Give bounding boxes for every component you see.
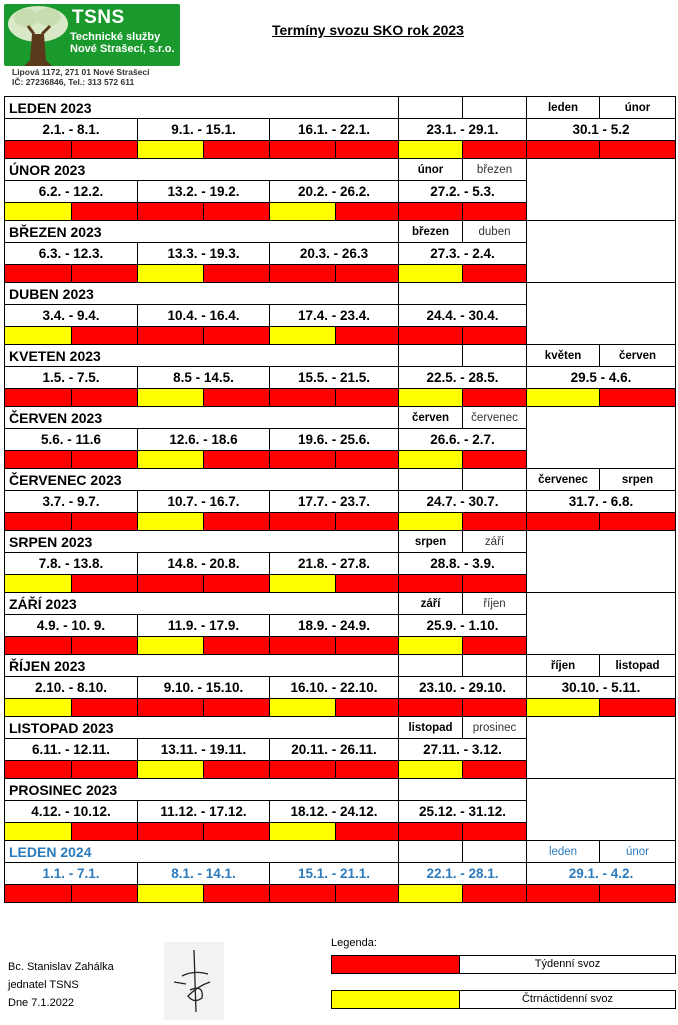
biweekly-pickup-cell	[138, 885, 204, 903]
signatory-name: Bc. Stanislav Zahálka	[8, 961, 114, 973]
weekly-pickup-cell	[5, 761, 72, 779]
weekly-pickup-cell	[72, 141, 138, 159]
biweekly-pickup-cell	[138, 637, 204, 655]
week-range: 4.12. - 10.12.	[5, 801, 138, 823]
week-range: 24.7. - 30.7.	[399, 491, 527, 513]
weekly-pickup-cell	[463, 761, 527, 779]
weekly-pickup-cell	[527, 141, 600, 159]
split-label-to: červenec	[463, 407, 527, 429]
biweekly-label: Čtrnáctidenní svoz	[459, 990, 676, 1009]
legend-title: Legenda:	[331, 937, 377, 949]
week-range: 11.12. - 17.12.	[138, 801, 270, 823]
extra-label-to: únor	[600, 841, 676, 863]
date-range-row	[5, 677, 676, 699]
week-range: 25.9. - 1.10.	[399, 615, 527, 637]
pickup-bar-row	[5, 389, 676, 407]
empty-side-cell	[527, 531, 676, 593]
weekly-pickup-cell	[72, 885, 138, 903]
pickup-bar-row	[5, 699, 676, 717]
weekly-pickup-cell	[399, 575, 463, 593]
weekly-pickup-cell	[204, 637, 270, 655]
weekly-pickup-cell	[204, 575, 270, 593]
weekly-pickup-cell	[72, 637, 138, 655]
weekly-pickup-cell	[72, 699, 138, 717]
extra-label-from: říjen	[527, 655, 600, 677]
weekly-pickup-cell	[138, 699, 204, 717]
month-header-row	[5, 469, 676, 491]
month-header-row	[5, 345, 676, 367]
week-range: 18.9. - 24.9.	[270, 615, 399, 637]
weekly-pickup-cell	[138, 203, 204, 221]
weekly-pickup-cell	[399, 699, 463, 717]
calendar-grid	[4, 96, 676, 903]
week-range: 11.9. - 17.9.	[138, 615, 270, 637]
biweekly-pickup-cell	[5, 203, 72, 221]
weekly-pickup-cell	[5, 637, 72, 655]
extra-label-to: listopad	[600, 655, 676, 677]
date-range-row	[5, 119, 676, 141]
split-label-to: duben	[463, 221, 527, 243]
week-range: 23.1. - 29.1.	[399, 119, 527, 141]
split-label-to	[463, 469, 527, 491]
weekly-pickup-cell	[336, 885, 399, 903]
month-title: PROSINEC 2023	[5, 779, 399, 801]
signatory-block	[8, 958, 114, 1012]
biweekly-pickup-cell	[5, 823, 72, 841]
week-range: 9.10. - 15.10.	[138, 677, 270, 699]
week-range: 17.4. - 23.4.	[270, 305, 399, 327]
week-range: 10.7. - 16.7.	[138, 491, 270, 513]
weekly-pickup-cell	[336, 203, 399, 221]
weekly-pickup-cell	[204, 265, 270, 283]
week-range: 8.5 - 14.5.	[138, 367, 270, 389]
week-range: 16.1. - 22.1.	[270, 119, 399, 141]
week-range: 20.3. - 26.3	[270, 243, 399, 265]
extra-week-range: 31.7. - 6.8.	[527, 491, 676, 513]
month-title: ČERVENEC 2023	[5, 469, 399, 491]
weekly-pickup-cell	[336, 699, 399, 717]
weekly-pickup-cell	[138, 327, 204, 345]
extra-label-from: leden	[527, 97, 600, 119]
week-range: 12.6. - 18.6	[138, 429, 270, 451]
schedule-table	[4, 96, 675, 903]
pickup-bar-row	[5, 513, 676, 531]
weekly-pickup-cell	[336, 637, 399, 655]
weekly-pickup-cell	[72, 451, 138, 469]
date-range-row	[5, 491, 676, 513]
weekly-pickup-cell	[463, 203, 527, 221]
weekly-pickup-cell	[600, 513, 676, 531]
week-range: 19.6. - 25.6.	[270, 429, 399, 451]
empty-side-cell	[527, 407, 676, 469]
weekly-pickup-cell	[204, 327, 270, 345]
legend-weekly	[331, 955, 676, 973]
biweekly-pickup-cell	[270, 699, 336, 717]
week-range: 5.6. - 11.6	[5, 429, 138, 451]
weekly-pickup-cell	[72, 327, 138, 345]
week-range: 7.8. - 13.8.	[5, 553, 138, 575]
blank-cell	[399, 779, 527, 801]
biweekly-pickup-cell	[270, 203, 336, 221]
weekly-pickup-cell	[270, 265, 336, 283]
split-label-from: březen	[399, 221, 463, 243]
week-range: 9.1. - 15.1.	[138, 119, 270, 141]
weekly-pickup-cell	[204, 699, 270, 717]
month-header-row	[5, 531, 676, 553]
week-range: 15.1. - 21.1.	[270, 863, 399, 885]
week-range: 13.3. - 19.3.	[138, 243, 270, 265]
signature-image	[164, 942, 224, 1025]
biweekly-pickup-cell	[399, 389, 463, 407]
week-range: 6.3. - 12.3.	[5, 243, 138, 265]
weekly-pickup-cell	[5, 141, 72, 159]
weekly-pickup-cell	[204, 885, 270, 903]
weekly-pickup-cell	[463, 699, 527, 717]
week-range: 22.5. - 28.5.	[399, 367, 527, 389]
date-range-row	[5, 367, 676, 389]
weekly-pickup-cell	[270, 389, 336, 407]
month-title: BŘEZEN 2023	[5, 221, 399, 243]
weekly-pickup-cell	[72, 203, 138, 221]
biweekly-pickup-cell	[399, 451, 463, 469]
extra-week-range: 29.5 - 4.6.	[527, 367, 676, 389]
month-header-row	[5, 779, 676, 801]
week-range: 17.7. - 23.7.	[270, 491, 399, 513]
weekly-pickup-cell	[270, 513, 336, 531]
extra-label-to: červen	[600, 345, 676, 367]
split-label-to	[463, 97, 527, 119]
split-label-from	[399, 841, 463, 863]
logo-line-1: Technické služby	[70, 31, 161, 43]
split-label-from	[399, 655, 463, 677]
split-label-to: březen	[463, 159, 527, 181]
weekly-pickup-cell	[270, 451, 336, 469]
month-title: KVETEN 2023	[5, 345, 399, 367]
weekly-pickup-cell	[336, 575, 399, 593]
weekly-pickup-cell	[270, 141, 336, 159]
biweekly-pickup-cell	[138, 761, 204, 779]
signature-date: Dne 7.1.2022	[8, 997, 75, 1009]
weekly-pickup-cell	[463, 327, 527, 345]
week-range: 6.2. - 12.2.	[5, 181, 138, 203]
biweekly-pickup-cell	[138, 141, 204, 159]
weekly-pickup-cell	[600, 141, 676, 159]
week-range: 1.1. - 7.1.	[5, 863, 138, 885]
weekly-pickup-cell	[72, 761, 138, 779]
month-header-row	[5, 221, 676, 243]
empty-side-cell	[527, 283, 676, 345]
month-title: ČERVEN 2023	[5, 407, 399, 429]
month-header-row	[5, 841, 676, 863]
week-range: 15.5. - 21.5.	[270, 367, 399, 389]
weekly-pickup-cell	[600, 885, 676, 903]
weekly-swatch	[331, 955, 460, 974]
weekly-pickup-cell	[138, 575, 204, 593]
week-range: 27.3. - 2.4.	[399, 243, 527, 265]
week-range: 2.10. - 8.10.	[5, 677, 138, 699]
weekly-pickup-cell	[204, 513, 270, 531]
weekly-pickup-cell	[5, 885, 72, 903]
empty-side-cell	[527, 717, 676, 779]
month-title: LISTOPAD 2023	[5, 717, 399, 739]
weekly-label: Týdenní svoz	[459, 955, 676, 974]
month-title: LEDEN 2024	[5, 841, 399, 863]
extra-label-to: únor	[600, 97, 676, 119]
extra-label-from: leden	[527, 841, 600, 863]
weekly-pickup-cell	[336, 265, 399, 283]
biweekly-pickup-cell	[5, 327, 72, 345]
biweekly-pickup-cell	[527, 699, 600, 717]
split-label-to	[463, 345, 527, 367]
weekly-pickup-cell	[204, 761, 270, 779]
empty-side-cell	[527, 779, 676, 841]
logo-line-2: Nové Strašecí, s.r.o.	[70, 43, 175, 55]
week-range: 1.5. - 7.5.	[5, 367, 138, 389]
weekly-pickup-cell	[336, 761, 399, 779]
extra-week-range: 30.10. - 5.11.	[527, 677, 676, 699]
page-title: Termíny svozu SKO rok 2023	[272, 22, 464, 38]
weekly-pickup-cell	[270, 761, 336, 779]
weekly-pickup-cell	[463, 637, 527, 655]
split-label-from	[399, 345, 463, 367]
split-label-from: srpen	[399, 531, 463, 553]
biweekly-pickup-cell	[138, 451, 204, 469]
biweekly-pickup-cell	[138, 389, 204, 407]
biweekly-pickup-cell	[138, 513, 204, 531]
weekly-pickup-cell	[399, 327, 463, 345]
weekly-pickup-cell	[270, 637, 336, 655]
weekly-pickup-cell	[72, 575, 138, 593]
weekly-pickup-cell	[336, 823, 399, 841]
week-range: 3.7. - 9.7.	[5, 491, 138, 513]
logo-brand: TSNS	[72, 7, 125, 28]
weekly-pickup-cell	[527, 885, 600, 903]
weekly-pickup-cell	[5, 265, 72, 283]
week-range: 28.8. - 3.9.	[399, 553, 527, 575]
split-label-from: únor	[399, 159, 463, 181]
week-range: 8.1. - 14.1.	[138, 863, 270, 885]
biweekly-pickup-cell	[399, 141, 463, 159]
split-label-from: září	[399, 593, 463, 615]
weekly-pickup-cell	[463, 389, 527, 407]
week-range: 20.11. - 26.11.	[270, 739, 399, 761]
weekly-pickup-cell	[72, 389, 138, 407]
week-range: 6.11. - 12.11.	[5, 739, 138, 761]
weekly-pickup-cell	[463, 141, 527, 159]
biweekly-pickup-cell	[270, 327, 336, 345]
pickup-bar-row	[5, 885, 676, 903]
split-label-from: listopad	[399, 717, 463, 739]
weekly-pickup-cell	[399, 823, 463, 841]
weekly-pickup-cell	[204, 389, 270, 407]
weekly-pickup-cell	[463, 513, 527, 531]
weekly-pickup-cell	[204, 823, 270, 841]
split-label-from	[399, 97, 463, 119]
weekly-pickup-cell	[399, 203, 463, 221]
weekly-pickup-cell	[204, 141, 270, 159]
biweekly-pickup-cell	[399, 637, 463, 655]
weekly-pickup-cell	[336, 141, 399, 159]
weekly-pickup-cell	[527, 513, 600, 531]
company-logo	[4, 4, 180, 66]
weekly-pickup-cell	[5, 513, 72, 531]
split-label-to	[463, 841, 527, 863]
weekly-pickup-cell	[463, 823, 527, 841]
legend-biweekly	[331, 990, 676, 1008]
weekly-pickup-cell	[463, 575, 527, 593]
biweekly-swatch	[331, 990, 460, 1009]
split-label-from	[399, 469, 463, 491]
weekly-pickup-cell	[138, 823, 204, 841]
split-label-to: prosinec	[463, 717, 527, 739]
signatory-role: jednatel TSNS	[8, 979, 79, 991]
week-range: 22.1. - 28.1.	[399, 863, 527, 885]
blank-cell	[399, 283, 527, 305]
company-address	[12, 67, 150, 87]
week-range: 27.2. - 5.3.	[399, 181, 527, 203]
empty-side-cell	[527, 159, 676, 221]
extra-week-range: 29.1. - 4.2.	[527, 863, 676, 885]
extra-week-range: 30.1 - 5.2	[527, 119, 676, 141]
extra-label-from: červenec	[527, 469, 600, 491]
week-range: 27.11. - 3.12.	[399, 739, 527, 761]
pickup-bar-row	[5, 141, 676, 159]
week-range: 13.11. - 19.11.	[138, 739, 270, 761]
split-label-to	[463, 655, 527, 677]
month-header-row	[5, 593, 676, 615]
week-range: 18.12. - 24.12.	[270, 801, 399, 823]
week-range: 26.6. - 2.7.	[399, 429, 527, 451]
week-range: 2.1. - 8.1.	[5, 119, 138, 141]
month-title: ÚNOR 2023	[5, 159, 399, 181]
month-header-row	[5, 159, 676, 181]
weekly-pickup-cell	[204, 203, 270, 221]
logo-subtitle	[70, 31, 175, 55]
empty-side-cell	[527, 593, 676, 655]
weekly-pickup-cell	[336, 389, 399, 407]
empty-side-cell	[527, 221, 676, 283]
weekly-pickup-cell	[72, 823, 138, 841]
biweekly-pickup-cell	[399, 265, 463, 283]
weekly-pickup-cell	[600, 389, 676, 407]
address-line: Lipová 1172, 271 01 Nové Strašecí	[12, 67, 150, 77]
week-range: 20.2. - 26.2.	[270, 181, 399, 203]
month-header-row	[5, 283, 676, 305]
week-range: 16.10. - 22.10.	[270, 677, 399, 699]
weekly-pickup-cell	[336, 327, 399, 345]
week-range: 4.9. - 10. 9.	[5, 615, 138, 637]
week-range: 24.4. - 30.4.	[399, 305, 527, 327]
month-title: ŘÍJEN 2023	[5, 655, 399, 677]
weekly-pickup-cell	[5, 389, 72, 407]
weekly-pickup-cell	[336, 513, 399, 531]
biweekly-pickup-cell	[270, 823, 336, 841]
weekly-pickup-cell	[463, 451, 527, 469]
biweekly-pickup-cell	[399, 761, 463, 779]
split-label-from: červen	[399, 407, 463, 429]
biweekly-pickup-cell	[138, 265, 204, 283]
weekly-pickup-cell	[463, 885, 527, 903]
biweekly-pickup-cell	[5, 699, 72, 717]
biweekly-pickup-cell	[527, 389, 600, 407]
week-range: 13.2. - 19.2.	[138, 181, 270, 203]
week-range: 3.4. - 9.4.	[5, 305, 138, 327]
week-range: 25.12. - 31.12.	[399, 801, 527, 823]
weekly-pickup-cell	[5, 451, 72, 469]
extra-label-to: srpen	[600, 469, 676, 491]
week-range: 23.10. - 29.10.	[399, 677, 527, 699]
month-title: ZÁŘÍ 2023	[5, 593, 399, 615]
month-title: DUBEN 2023	[5, 283, 399, 305]
month-header-row	[5, 407, 676, 429]
id-phone-line: IČ: 27236846, Tel.: 313 572 611	[12, 77, 135, 87]
biweekly-pickup-cell	[399, 513, 463, 531]
week-range: 21.8. - 27.8.	[270, 553, 399, 575]
split-label-to: říjen	[463, 593, 527, 615]
month-header-row	[5, 97, 676, 119]
split-label-to: září	[463, 531, 527, 553]
weekly-pickup-cell	[270, 885, 336, 903]
extra-label-from: květen	[527, 345, 600, 367]
month-title: SRPEN 2023	[5, 531, 399, 553]
biweekly-pickup-cell	[399, 885, 463, 903]
biweekly-pickup-cell	[5, 575, 72, 593]
weekly-pickup-cell	[204, 451, 270, 469]
month-header-row	[5, 717, 676, 739]
weekly-pickup-cell	[72, 513, 138, 531]
biweekly-pickup-cell	[270, 575, 336, 593]
month-title: LEDEN 2023	[5, 97, 399, 119]
weekly-pickup-cell	[336, 451, 399, 469]
week-range: 14.8. - 20.8.	[138, 553, 270, 575]
month-header-row	[5, 655, 676, 677]
weekly-pickup-cell	[463, 265, 527, 283]
weekly-pickup-cell	[600, 699, 676, 717]
date-range-row	[5, 863, 676, 885]
weekly-pickup-cell	[72, 265, 138, 283]
week-range: 10.4. - 16.4.	[138, 305, 270, 327]
